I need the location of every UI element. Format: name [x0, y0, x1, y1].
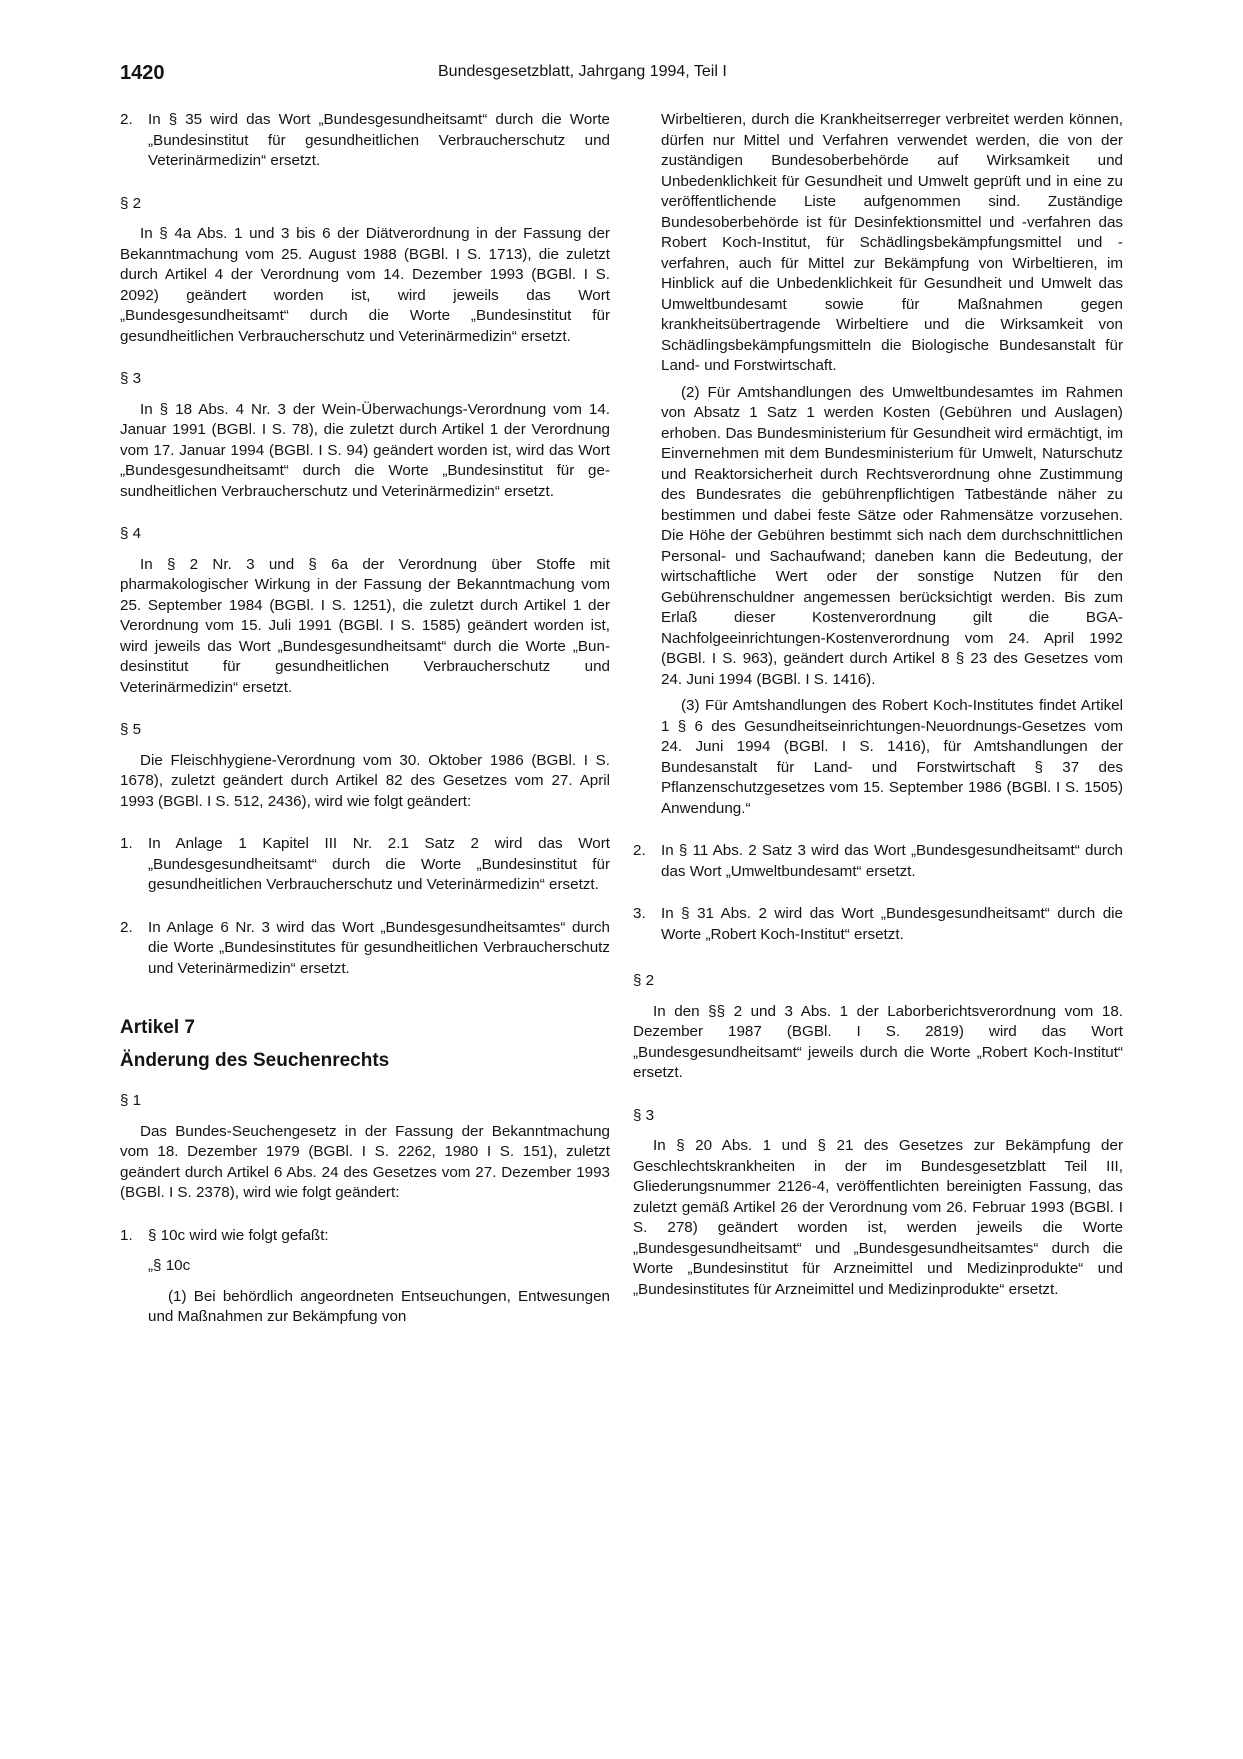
item-number: 3.: [633, 905, 646, 922]
section-paragraph: In den §§ 2 und 3 Abs. 1 der Laborberichtsverordnung vom 18. Dezember 1987 (BGBl. I S. 2819) wird das Wort „Bundesgesundheitsamt“ jeweils durch die Worte „Robert Koch-Institut“ ersetzt.: [633, 1002, 1123, 1081]
subsection-heading: „§ 10c: [148, 1257, 191, 1274]
item-text: § 10c wird wie folgt gefaßt:: [148, 1226, 329, 1244]
article-subtitle: Änderung des Seuchenrechts: [120, 1050, 390, 1071]
list-item: [633, 841, 1123, 882]
journal-title: Bundesgesetzblatt, Jahrgang 1994, Teil I: [438, 63, 727, 80]
list-item: [120, 1226, 610, 1247]
left-column: [120, 110, 610, 1328]
section-paragraph: Die Fleischhygiene-Verordnung vom 30. Oktober 1986 (BGBl. I S. 1678), zuletzt geändert durch Artikel 82 des Gesetzes vom 27. April 1993 (BGBl. I S. 512, 2436), wird wie folgt geändert:: [120, 751, 610, 810]
item-text: In § 11 Abs. 2 Satz 3 wird das Wort „Bundesgesundheitsamt“ durch das Wort „Umweltbundesamt“ ersetzt.: [661, 842, 1123, 880]
section-paragraph: Das Bundes-Seuchengesetz in der Fassung der Bekanntmachung vom 18. Dezember 1979 (BGBl. I S. 2262, 1980 I S. 151), zuletzt geändert durch Artikel 6 Abs. 24 des Gesetzes vom 27. Dezember 1993 (BGBl. I S. 2378), wird wie folgt geändert:: [120, 1122, 610, 1201]
section-heading: § 3: [120, 370, 142, 387]
section-paragraph: In § 2 Nr. 3 und § 6a der Verordnung über Stoffe mit pharmakologischer Wirkung in der Fassung der Bekanntmachung vom 25. September 1984 (BGBl. I S. 1251), die zuletzt durch Artikel 1 der Verordnung vom 15. Juli 1991 (BGBl. I S. 1585) geändert worden ist, wird jeweils das Wort „Bundesgesundheitsamt“ durch die Worte „Bundesinstitut für gesundheitlichen Verbraucherschutz und Veterinärmedizin“ ersetzt.: [120, 555, 610, 696]
subsection-paragraph: (2) Für Amtshandlungen des Umweltbundesamtes im Rahmen von Absatz 1 Satz 1 werden Kosten (Gebühren und Auslagen) erhoben. Das Bundesministerium für Gesundheit wird ermächtigt, im Einvernehmen mit dem Bundesministerium für Umwelt, Naturschutz und Reaktorsicherheit durch Rechtsverordnung ohne Zustimmung des Bundesrates die gebührenpflichtigen Tatbestände näher zu bestimmen und dabei feste Sätze oder Rahmensätze vorzusehen. Die Höhe der Gebühren bestimmt sich nach dem durchschnittlichen Personal- und Sachaufwand; daneben kann die Bedeutung, der wirtschaftliche Wert oder der sonstige Nutzen für den Gebührenschuldner angemessen berücksichtigt werden. Bis zum Erlaß dieser Kostenverordnung gilt die BGA-Nachfolgeeinrichtungen-Kostenverordnung vom 24. April 1992 (BGBl. I S. 963), geändert durch Artikel 8 § 23 des Gesetzes vom 24. Juni 1994 (BGBl. I S. 1416).: [661, 383, 1123, 688]
list-item: [120, 834, 610, 896]
section-heading: § 5: [120, 721, 142, 738]
item-number: 1.: [120, 1226, 133, 1244]
subsection-paragraph: (1) Bei behördlich angeordneten Entseuchungen, Entwesungen und Maßnahmen zur Bekämpfung von: [148, 1287, 610, 1325]
list-item: [120, 110, 610, 172]
section-paragraph: In § 4a Abs. 1 und 3 bis 6 der Diätverordnung in der Fassung der Bekanntmachung vom 25. August 1988 (BGBl. I S. 1713), die zuletzt durch Artikel 4 der Verordnung vom 14. Dezember 1993 (BGBl. I S. 2092) geändert worden ist, wird jeweils das Wort „Bundesgesundheitsamt“ durch die Worte „Bundesinstitut für gesundheitlichen Verbraucherschutz und Veterinärmedizin“ ersetzt.: [120, 225, 610, 345]
item-number: 2.: [633, 842, 646, 859]
right-column: [633, 110, 1123, 1300]
section-heading: § 2: [120, 194, 142, 212]
item-text: In § 31 Abs. 2 wird das Wort „Bundesgesundheitsamt“ durch die Worte „Robert Koch-Institut“ ersetzt.: [661, 905, 1123, 943]
item-number: 1.: [120, 835, 133, 852]
subsection-paragraph: Wirbeltieren, durch die Krankheitserreger verbreitet werden können, dürfen nur Mittel und Verfahren verwendet werden, die von der zuständigen Bundesoberbehörde auf Wirksamkeit und Unbedenklichkeit für Gesundheit und Umwelt geprüft und in eine zu veröffentlichende Liste aufgenommen sind. Zuständige Bundesoberbehörde ist für Desinfektionsmittel und -verfahren das Robert Koch-Institut, für Schädlingsbekämpfungsmittel und -verfahren, auch für Mittel zur Bekämpfung von Wirbeltieren, im Hinblick auf die Unbedenklichkeit für Gesundheit und Umwelt das Umweltbundesamt sowie für Maßnahmen gegen krankheitsübertragende Wirbeltiere und die Wirksamkeit von Schädlingsbekämpfungsmitteln die Biologische Bundesanstalt für Land- und Forstwirtschaft.: [661, 111, 1123, 374]
section-heading: § 2: [633, 972, 655, 989]
page-header: [120, 62, 1123, 92]
list-item: [633, 904, 1123, 945]
subsection-paragraph: (3) Für Amtshandlungen des Robert Koch-Institutes findet Artikel 1 § 6 des Gesundheitseinrichtungen-Neuordnungs-Gesetzes vom 24. Juni 1994 (BGBl. I S. 1416), für Amtshandlungen der Bundesanstalt für Land- und Forstwirtschaft § 37 des Pflanzenschutzgesetzes vom 15. September 1986 (BGBl. I S. 1505) Anwendung.“: [661, 697, 1123, 817]
item-text: In Anlage 6 Nr. 3 wird das Wort „Bundesgesundheitsamtes“ durch die Worte „Bundesinstitutes für gesundheitlichen Verbraucherschutz und Veterinärmedizin“ ersetzt.: [148, 918, 610, 977]
item-number: 2.: [120, 111, 133, 128]
page-number: 1420: [120, 62, 165, 84]
section-heading: § 1: [120, 1092, 142, 1109]
section-paragraph: In § 18 Abs. 4 Nr. 3 der Wein-Überwachungs-Verordnung vom 14. Januar 1991 (BGBl. I S. 78), die zuletzt durch Artikel 1 der Verordnung vom 17. Januar 1994 (BGBl. I S. 94) geändert worden ist, wird das Wort „Bundesgesundheitsamt“ durch die Worte „Bundesinstitut für gesundheitlichen Verbraucherschutz und Veterinärmedizin“ ersetzt.: [120, 400, 610, 500]
section-heading: § 4: [120, 525, 142, 542]
item-text: In Anlage 1 Kapitel III Nr. 2.1 Satz 2 wird das Wort „Bundesgesundheitsamt“ durch die Worte „Bundesinstitut für gesundheitlichen Verbraucherschutz und Veterinärmedizin“ ersetzt.: [148, 835, 610, 893]
item-text: In § 35 wird das Wort „Bundesgesundheitsamt“ durch die Worte „Bundesinstitut für gesundheitlichen Verbraucherschutz und Veterinärmedizin“ ersetzt.: [148, 111, 610, 169]
article-title: Artikel 7: [120, 1017, 195, 1038]
section-paragraph: In § 20 Abs. 1 und § 21 des Gesetzes zur Bekämpfung der Geschlechtskrankheiten in der im Bundesgesetzblatt Teil III, Gliederungsnummer 2126-4, veröffentlichten bereinigten Fassung, das zuletzt gemäß Artikel 26 der Verordnung vom 26. Februar 1993 (BGBl. I S. 278) geändert worden ist, werden jeweils die Worte „Bundesgesundheitsamt“ und „Bundesgesundheitsamtes“ durch die Worte „Bundesinstitut für Arzneimittel und Medizinprodukte“ und „Bundesinstitutes für Arzneimittel und Medizinprodukte“ ersetzt.: [633, 1137, 1123, 1298]
list-item: [120, 918, 610, 980]
section-heading: § 3: [633, 1106, 655, 1124]
item-number: 2.: [120, 918, 133, 936]
